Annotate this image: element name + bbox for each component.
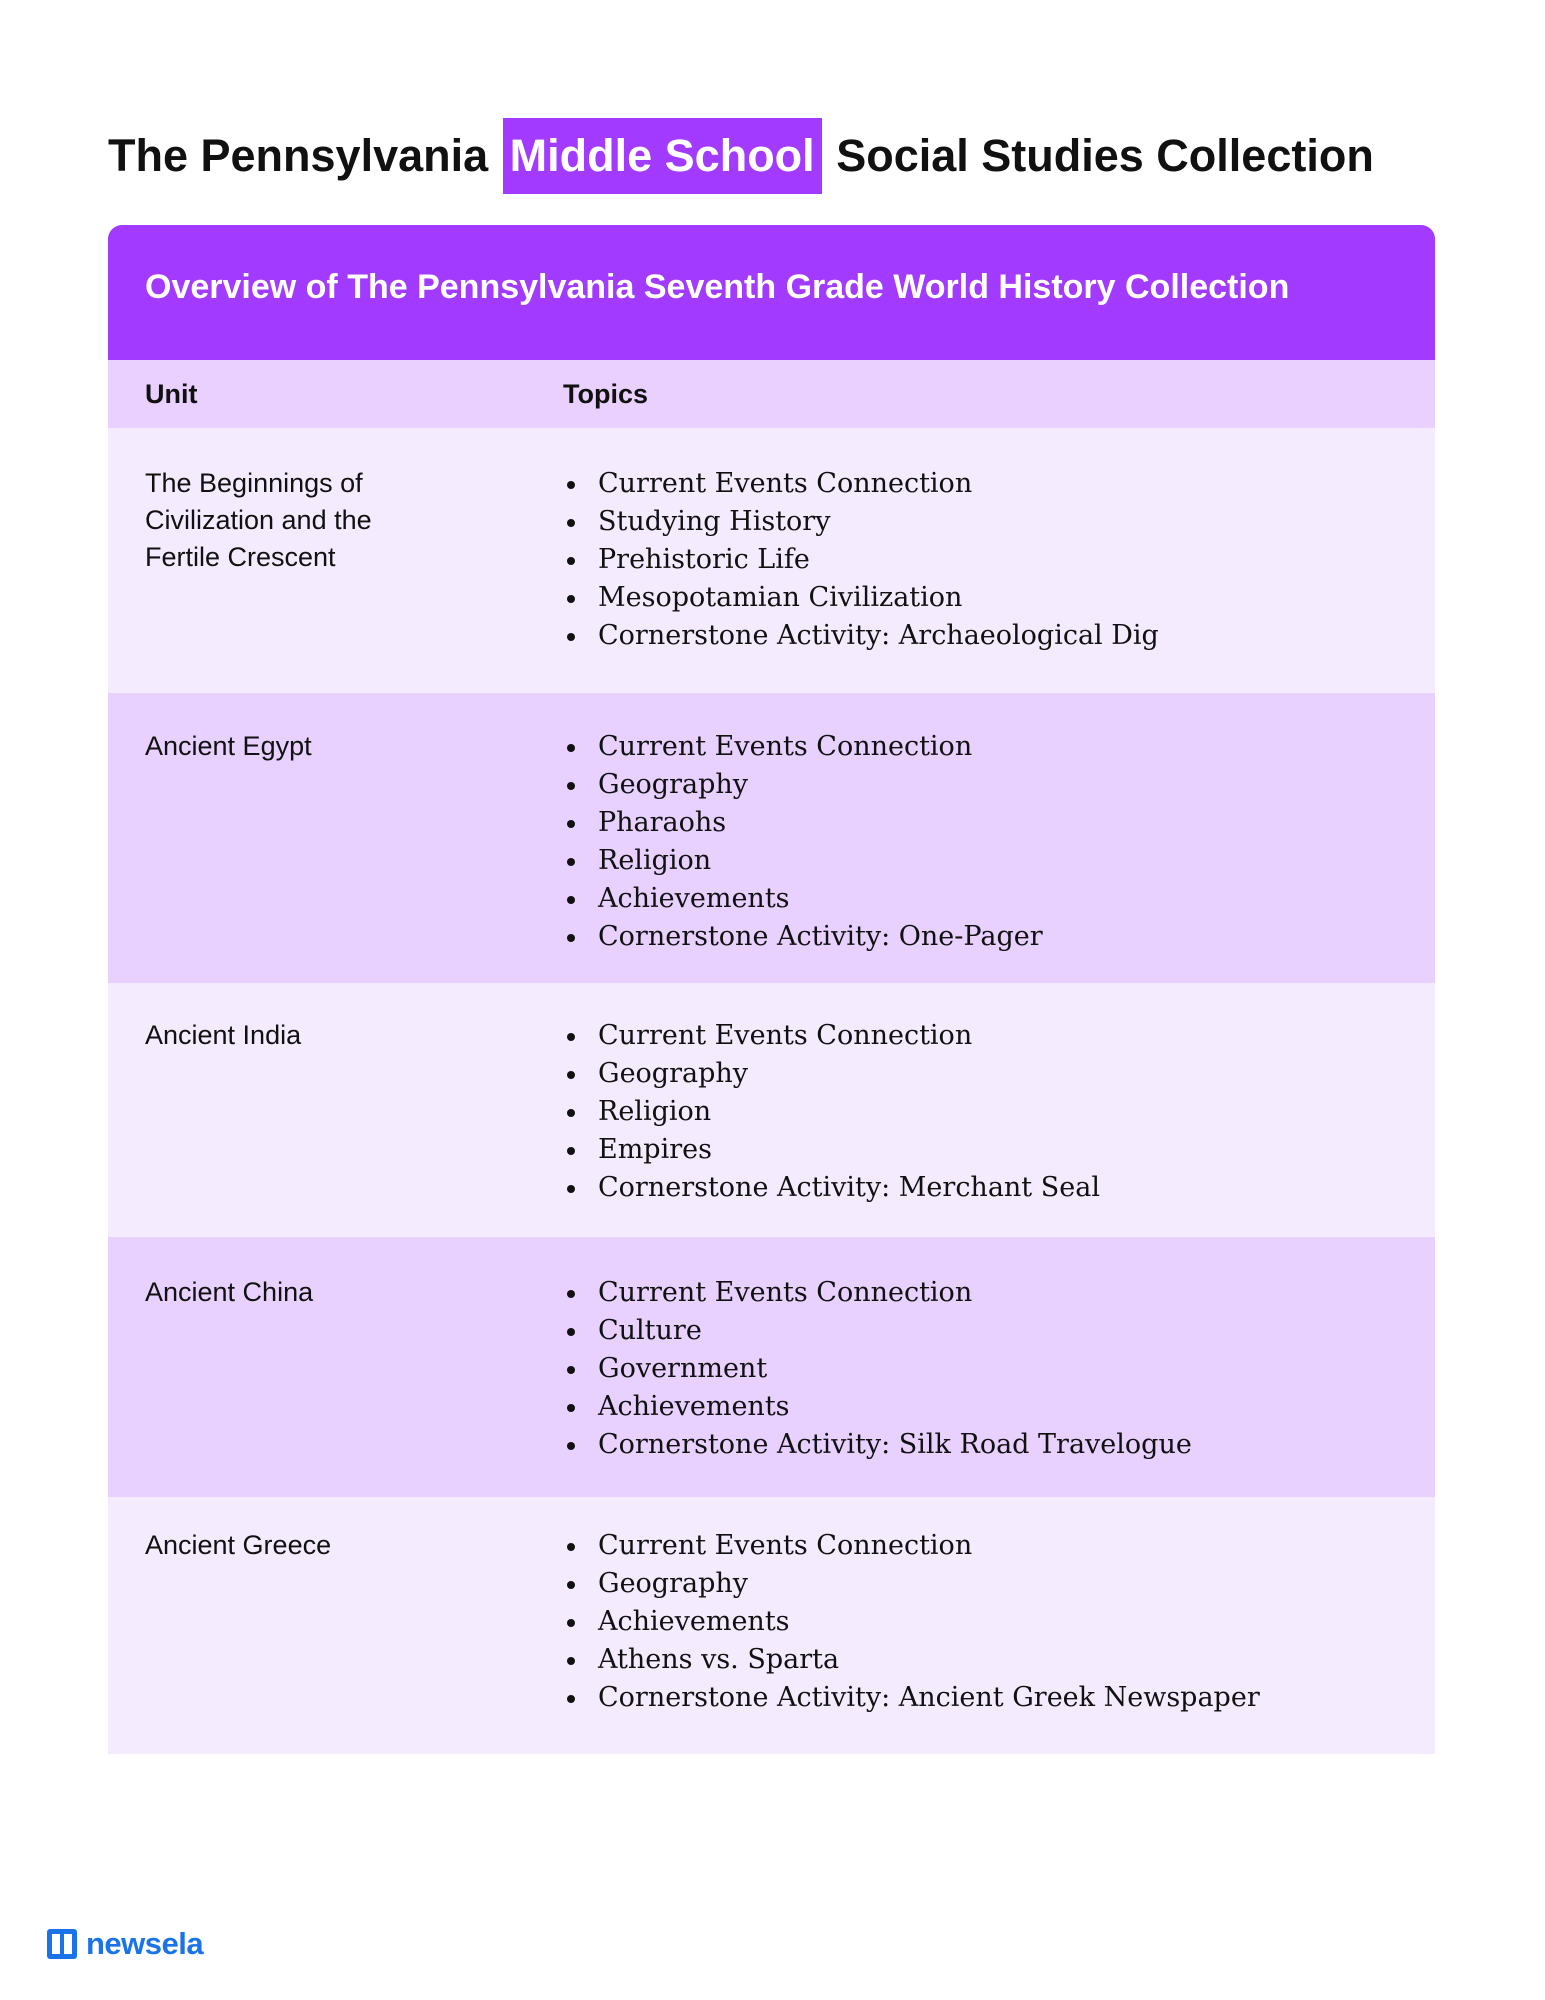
table-row (108, 983, 1435, 1237)
page-title (108, 118, 1374, 194)
unit-name-line: Ancient Greece (145, 1530, 332, 1560)
topic-item: Cornerstone Activity: Silk Road Travelogue (563, 1426, 1192, 1464)
topic-list (563, 1274, 1192, 1464)
topic-item: Geography (563, 1055, 1100, 1093)
topic-item: Achievements (563, 1603, 1260, 1641)
topic-list (563, 1527, 1260, 1717)
unit-name (145, 728, 445, 765)
newsela-logo (46, 1928, 203, 1960)
topic-item: Current Events Connection (563, 1274, 1192, 1312)
topic-item: Empires (563, 1131, 1100, 1169)
topic-item: Religion (563, 1093, 1100, 1131)
topic-item: Current Events Connection (563, 1527, 1260, 1565)
table-header-banner: Overview of The Pennsylvania Seventh Grade World History Collection (108, 225, 1435, 360)
topic-item: Achievements (563, 1388, 1192, 1426)
collection-overview-table (108, 225, 1435, 1756)
unit-name-line: Civilization and the (145, 505, 372, 535)
topic-item: Culture (563, 1312, 1192, 1350)
unit-name-line: Ancient China (145, 1277, 314, 1307)
topic-item: Cornerstone Activity: Ancient Greek Newspaper (563, 1679, 1260, 1717)
topic-item: Current Events Connection (563, 728, 1043, 766)
column-headers (108, 360, 1435, 428)
title-before: The Pennsylvania (108, 130, 489, 181)
newsela-logo-icon (46, 1928, 78, 1960)
topic-item: Cornerstone Activity: Merchant Seal (563, 1169, 1100, 1207)
unit-name (145, 1017, 445, 1054)
column-header-unit: Unit (145, 379, 198, 409)
topic-item: Geography (563, 766, 1043, 804)
title-after: Social Studies Collection (836, 130, 1374, 181)
table-row (108, 1497, 1435, 1754)
table-row (108, 1237, 1435, 1497)
topic-item: Prehistoric Life (563, 541, 1159, 579)
topic-item: Cornerstone Activity: Archaeological Dig (563, 617, 1159, 655)
unit-name (145, 1527, 445, 1564)
topic-list (563, 728, 1043, 956)
topic-item: Current Events Connection (563, 1017, 1100, 1055)
unit-name-line: Ancient India (145, 1020, 302, 1050)
topic-list (563, 465, 1159, 655)
topic-item: Government (563, 1350, 1192, 1388)
topic-item: Achievements (563, 880, 1043, 918)
unit-name-line: The Beginnings of (145, 468, 363, 498)
topic-item: Pharaohs (563, 804, 1043, 842)
topic-item: Geography (563, 1565, 1260, 1603)
topic-item: Current Events Connection (563, 465, 1159, 503)
topic-item: Cornerstone Activity: One-Pager (563, 918, 1043, 956)
table-row (108, 693, 1435, 983)
unit-name-line: Ancient Egypt (145, 731, 312, 761)
topic-item: Mesopotamian Civilization (563, 579, 1159, 617)
topic-item: Athens vs. Sparta (563, 1641, 1260, 1679)
title-highlight: Middle School (503, 118, 822, 194)
unit-name (145, 465, 445, 576)
unit-name (145, 1274, 445, 1311)
table-row (108, 428, 1435, 693)
newsela-logo-text: newsela (86, 1926, 204, 1961)
topic-item: Studying History (563, 503, 1159, 541)
topic-list (563, 1017, 1100, 1207)
topic-item: Religion (563, 842, 1043, 880)
unit-name-line: Fertile Crescent (145, 542, 336, 572)
column-header-topics: Topics (563, 379, 649, 409)
